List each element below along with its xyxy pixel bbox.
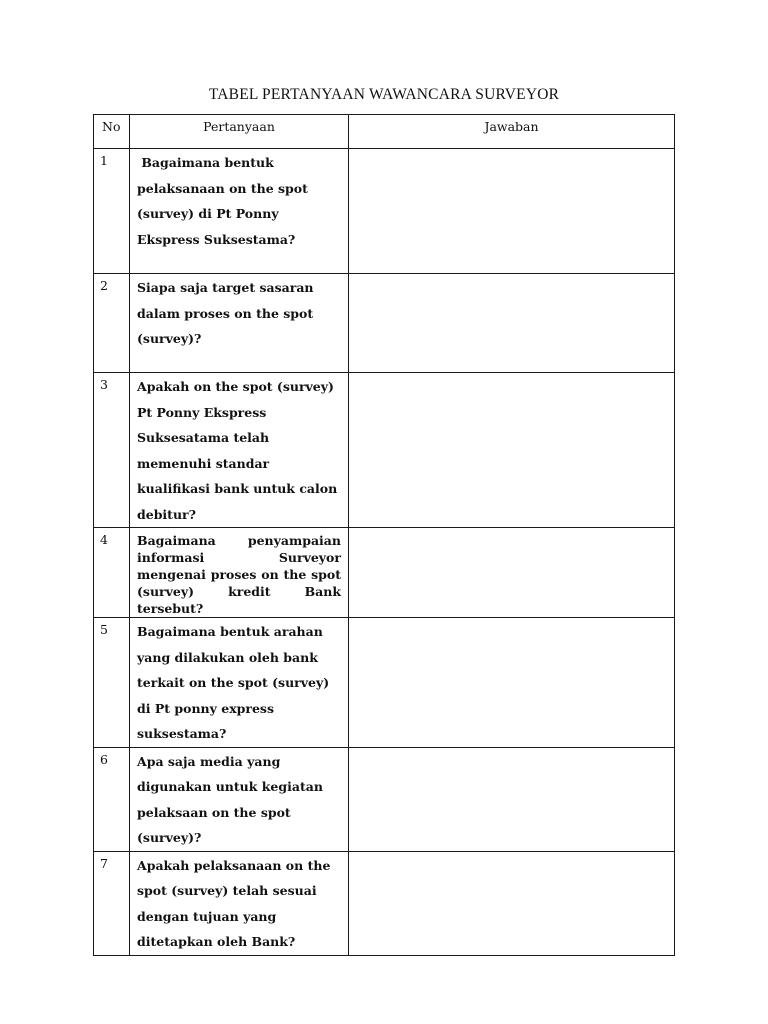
- table-row: [94, 373, 675, 528]
- table-header-row: [94, 115, 675, 149]
- answer-cell[interactable]: [349, 274, 675, 373]
- question-text: Apa saja media yang digunakan untuk kegiatan pelaksaan on the spot (survey)?: [137, 753, 323, 845]
- question-cell: [130, 149, 349, 274]
- answer-cell[interactable]: [349, 747, 675, 851]
- question-text: Bagaimana bentuk arahan yang dilakukan oleh bank terkait on the spot (survey) di Pt ponny express suksestama?: [137, 624, 330, 741]
- table-row: [94, 149, 675, 274]
- row-number: 3: [94, 373, 130, 528]
- question-text: Bagaimana bentuk pelaksanaan on the spot (survey) di Pt Ponny Ekspress Suksestama?: [137, 155, 313, 247]
- row-number: 4: [94, 528, 130, 618]
- row-number: 1: [94, 149, 130, 274]
- question-text: Bagaimana penyampaian informasi Surveyor mengenai proses on the spot (survey) kredit Bank tersebut?: [137, 533, 341, 616]
- question-cell: [130, 851, 349, 955]
- question-text: Siapa saja target sasaran dalam proses on the spot (survey)?: [137, 280, 314, 346]
- question-text: Apakah on the spot (survey) Pt Ponny Ekspress Suksesatama telah memenuhi standar kualifikasi bank untuk calon debitur?: [137, 379, 338, 522]
- answer-cell[interactable]: [349, 851, 675, 955]
- question-cell: [130, 373, 349, 528]
- table-row: [94, 747, 675, 851]
- header-pertanyaan: Pertanyaan: [130, 115, 349, 149]
- answer-cell[interactable]: [349, 618, 675, 748]
- answer-cell[interactable]: [349, 373, 675, 528]
- document-title: TABEL PERTANYAAN WAWANCARA SURVEYOR: [208, 86, 560, 103]
- table-row: [94, 851, 675, 955]
- question-cell: [130, 747, 349, 851]
- table-row: [94, 618, 675, 748]
- row-number: 6: [94, 747, 130, 851]
- row-number: 5: [94, 618, 130, 748]
- question-cell: [130, 274, 349, 373]
- answer-cell[interactable]: [349, 528, 675, 618]
- question-text: Apakah pelaksanaan on the spot (survey) telah sesuai dengan tujuan yang ditetapkan oleh Bank?: [137, 857, 331, 949]
- interview-table: [93, 114, 675, 956]
- question-cell: [130, 618, 349, 748]
- row-number: 2: [94, 274, 130, 373]
- answer-cell[interactable]: [349, 149, 675, 274]
- header-no: No: [94, 115, 130, 149]
- table-row: [94, 528, 675, 618]
- table-row: [94, 274, 675, 373]
- row-number: 7: [94, 851, 130, 955]
- header-jawaban: Jawaban: [349, 115, 675, 149]
- question-cell: [130, 528, 349, 618]
